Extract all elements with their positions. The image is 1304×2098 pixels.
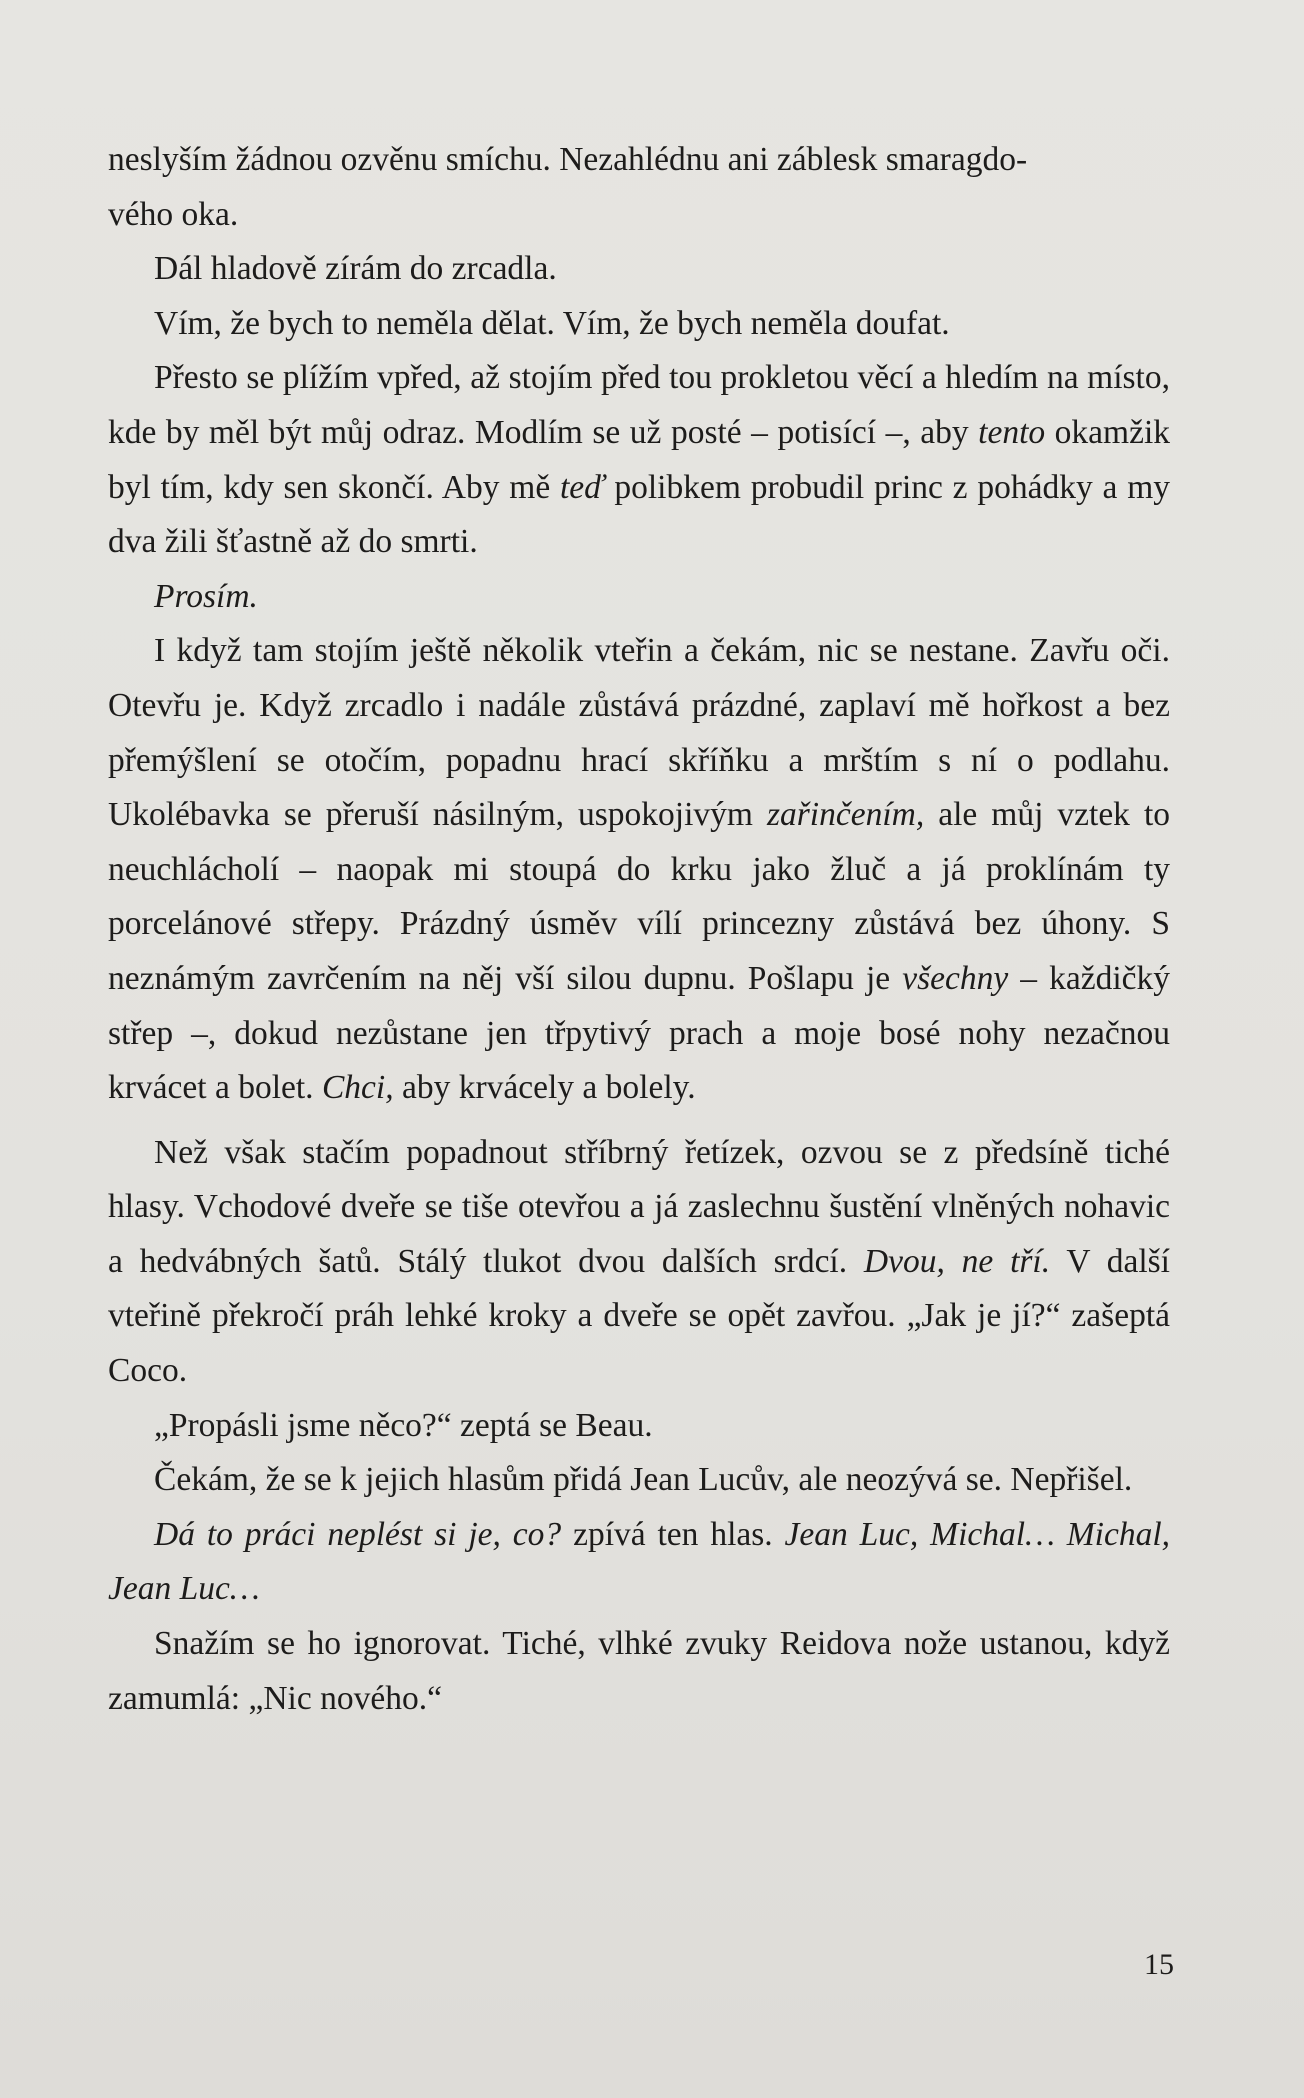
- text-run: V další vteřině překročí práh lehké kroky a dveře se opět zavřou. „Jak je jí?“ zašeptá Coco.: [108, 1242, 1170, 1390]
- paragraph: [108, 242, 1170, 297]
- paragraph: [108, 1126, 1170, 1399]
- italic-text: všechny: [902, 959, 1009, 997]
- paragraph: [108, 1399, 1170, 1454]
- text-run: Vím, že bych to neměla dělat. Vím, že bych neměla doufat.: [154, 304, 950, 342]
- paragraph: [108, 1617, 1170, 1726]
- page-number: 15: [1144, 1948, 1174, 1981]
- italic-text: Prosím.: [154, 577, 258, 615]
- paragraph: [108, 1508, 1170, 1617]
- text-run: zpívá ten hlas.: [561, 1515, 785, 1553]
- text-run: okamžik byl tím, kdy sen skončí. Aby mě: [108, 413, 1170, 506]
- paragraph: [108, 133, 1170, 242]
- text-run: neslyším žádnou ozvěnu smíchu. Nezahlédnu ani záblesk smaragdo- vého oka.: [108, 141, 1028, 233]
- text-run: Dál hladově zírám do zrcadla.: [154, 250, 557, 288]
- text-run: – každičký střep –, dokud nezůstane jen třpytivý prach a moje bosé nohy nezačnou krvácet a bolet.: [108, 959, 1171, 1107]
- paragraph: [108, 570, 1170, 625]
- paragraph: [108, 297, 1170, 352]
- text-run: Než však stačím popadnout stříbrný řetízek, ozvou se z předsíně tiché hlasy. Vchodové dveře se tiše otevřou a já zaslechnu šustění vlněných nohavic a hedvábných šatů. Stálý tlukot dvou dalších srdcí.: [108, 1133, 1170, 1280]
- text-run: polibkem probudil princ z pohádky a my dva žili šťastně až do smrti.: [108, 468, 1170, 561]
- italic-text: Jean Luc, Michal… Michal, Jean Luc…: [108, 1515, 1171, 1608]
- text-run: Přesto se plížím vpřed, až stojím před tou prokletou věcí a hledím na místo, kde by měl být můj odraz. Modlím se už posté – potisící –, aby: [108, 359, 1170, 451]
- italic-text: teď: [560, 468, 605, 506]
- italic-text: Chci,: [321, 1069, 394, 1107]
- italic-text: tento: [978, 413, 1046, 451]
- text-run: aby krvácely a bolely.: [393, 1069, 696, 1107]
- paragraph: [108, 351, 1170, 569]
- text-run: I když tam stojím ještě několik vteřin a čekám, nic se nestane. Zavřu oči. Otevřu je. Když zrcadlo i nadále zůstává prázdné, zaplaví mě hořkost a bez přemýšlení se otočím, popadnu hrací skříňku a mrštím s ní o podlahu. Ukolébavka se přeruší násilným, uspokojivým: [108, 632, 1170, 834]
- text-run: Snažím se ho ignorovat. Tiché, vlhké zvuky Reidova nože ustanou, když zamumlá: „Nic nového.“: [108, 1625, 1170, 1717]
- italic-text: Dvou, ne tří.: [863, 1242, 1051, 1280]
- text-run: „Propásli jsme něco?“ zeptá se Beau.: [154, 1406, 653, 1444]
- italic-text: Dá to práci neplést si je, co?: [154, 1515, 562, 1553]
- text-run: Čekám, že se k jejich hlasům přidá Jean Lucův, ale neozývá se. Nepřišel.: [154, 1461, 1133, 1499]
- paragraph: [108, 624, 1170, 1115]
- italic-text: zařinčením,: [766, 796, 925, 834]
- paragraph: [108, 1453, 1170, 1508]
- body-text: [108, 133, 1170, 1726]
- text-run: ale můj vztek to neuchlácholí – naopak mi stoupá do krku jako žluč a já proklínám ty porcelánové střepy. Prázdný úsměv vílí princezny zůstává bez úhony. S neznámým zavrčením na něj vší silou dupnu. Pošlapu je: [108, 796, 1170, 997]
